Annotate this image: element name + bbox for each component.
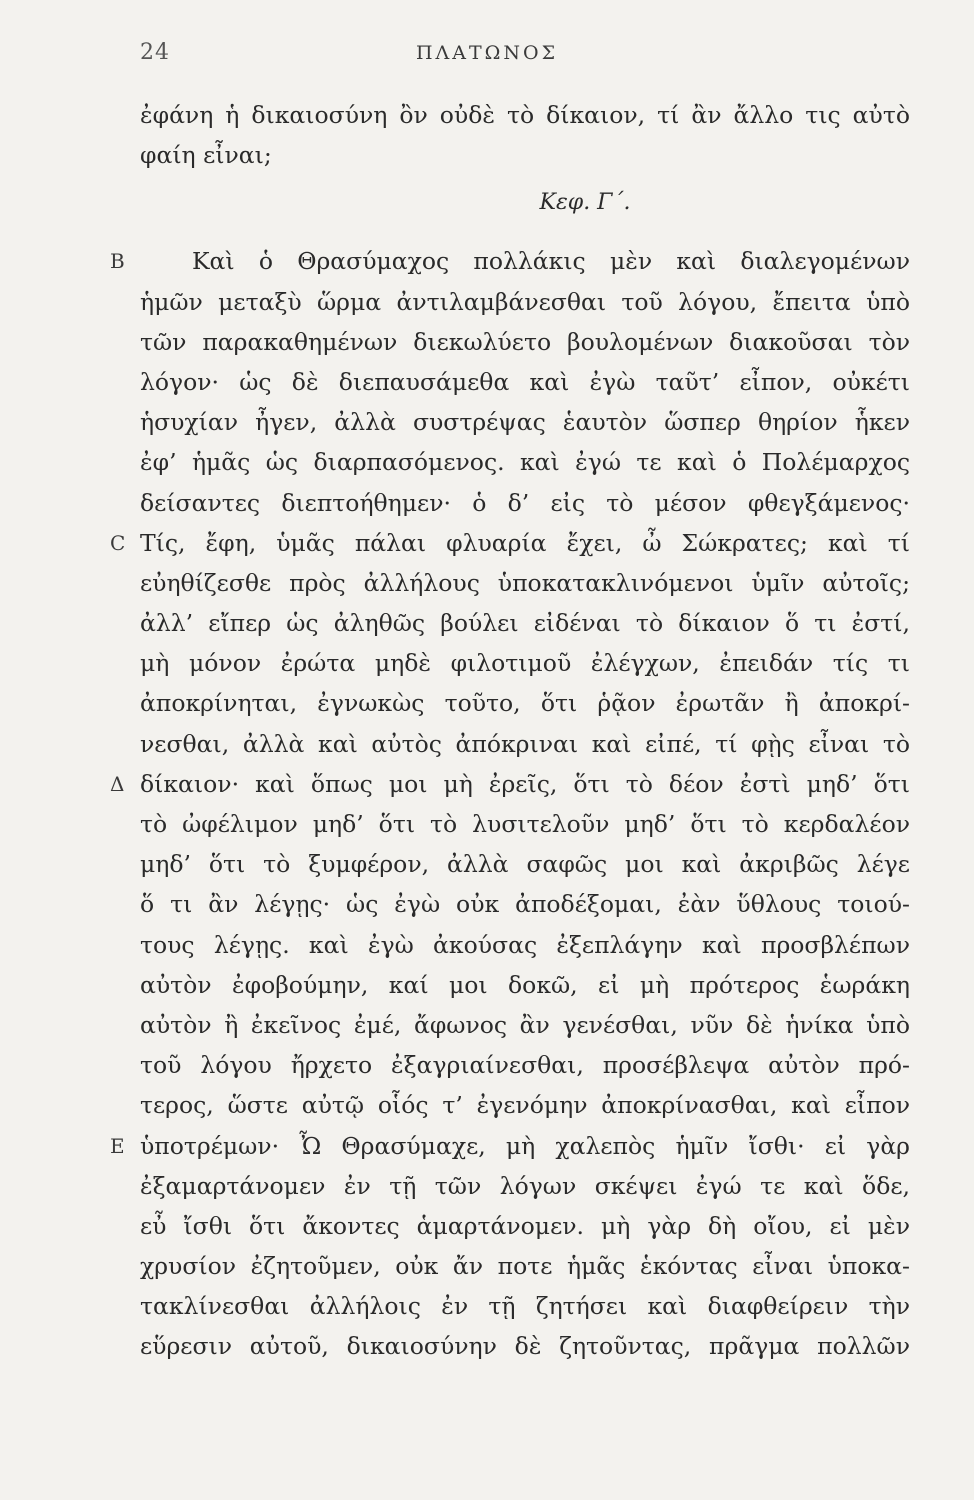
text-line: τοῦ λόγου ἤρχετο ἐξαγριαίνεσθαι, προσέβλεψα αὐτὸν πρό- — [140, 1051, 910, 1080]
text-line: τερος, ὥστε αὐτῷ οἷός τ’ ἐγενόμην ἀποκρίνασθαι, καὶ εἶπον — [140, 1091, 910, 1120]
text-line: φαίη εἶναι; — [140, 141, 272, 170]
text-line — [110, 764, 910, 804]
text-line: ἡσυχίαν ἦγεν, ἀλλὰ συστρέψας ἑαυτὸν ὥσπερ θηρίον ἧκεν — [140, 408, 910, 437]
text-line: νεσθαι, ἀλλὰ καὶ αὐτὸς ἀπόκριναι καὶ εἰπέ, τί φῂς εἶναι τὸ — [140, 729, 910, 758]
text-line: αὐτὸν ἢ ἐκεῖνος ἐμέ, ἄφωνος ἂν γενέσθαι, νῦν δὲ ἡνίκα ὑπὸ — [140, 1010, 910, 1039]
text-line: ἀλλ’ εἴπερ ὡς ἀληθῶς βούλει εἰδέναι τὸ δίκαιον ὅ τι ἐστί, — [140, 609, 910, 638]
text-line: εὕρεσιν αὐτοῦ, δικαιοσύνην δὲ ζητοῦντας, πρᾶγμα πολλῶν — [140, 1332, 910, 1361]
text-line: λόγον· ὡς δὲ διεπαυσάμεθα καὶ ἐγὼ ταῦτ’ εἶπον, οὐκέτι — [140, 367, 910, 396]
margin-section-letter: C — [110, 530, 126, 555]
text-line: ἀποκρίνηται, ἐγνωκὼς τοῦτο, ὅτι ῥᾷον ἐρωτᾶν ἢ ἀποκρί- — [140, 689, 910, 718]
margin-section-letter: B — [110, 249, 125, 274]
spacer — [140, 231, 910, 241]
text-line: τῶν παρακαθημένων διεκωλύετο βουλομένων διακοῦσαι τὸν — [140, 327, 910, 356]
text-line: τὸ ὠφέλιμον μηδ’ ὅτι τὸ λυσιτελοῦν μηδ’ ὅτι τὸ κερδαλέον — [140, 810, 910, 838]
chapter-heading: Κεφ. Γ΄. — [539, 190, 631, 216]
margin-section-letter: E — [110, 1133, 125, 1158]
margin-section-letter: Δ — [110, 771, 125, 796]
text-line: ἐφάνη ἡ δικαιοσύνη ὂν οὐδὲ τὸ δίκαιον, τί ἂν ἄλλο τις αὐτὸ — [140, 101, 910, 129]
text-line-content: Τίς, ἔφη, ὑμᾶς πάλαι φλυαρία ἔχει, ὦ Σώκρατες; καὶ τί — [140, 528, 910, 557]
text-line: χρυσίον ἐζητοῦμεν, οὐκ ἄν ποτε ἡμᾶς ἑκόντας εἶναι ὑποκα- — [140, 1252, 910, 1281]
text-line: τακλίνεσθαι ἀλλήλοις ἐν τῇ ζητήσει καὶ διαφθείρειν τὴν — [140, 1292, 910, 1321]
page-header — [0, 38, 974, 78]
text-line: ἡμῶν μεταξὺ ὥρμα ἀντιλαμβάνεσθαι τοῦ λόγου, ἔπειτα ὑπὸ — [140, 287, 910, 316]
text-line — [110, 523, 910, 563]
text-line: μηδ’ ὅτι τὸ ξυμφέρον, ἀλλὰ σαφῶς μοι καὶ ἀκριβῶς λέγε — [140, 850, 910, 879]
text-line: ἐφ’ ἡμᾶς ὡς διαρπασόμενος. καὶ ἐγώ τε καὶ ὁ Πολέμαρχος — [140, 448, 910, 477]
text-line: μὴ μόνον ἐρώτα μηδὲ φιλοτιμοῦ ἐλέγχων, ἐπειδάν τίς τι — [140, 649, 910, 678]
text-body — [110, 95, 910, 1367]
text-line-content: δίκαιον· καὶ ὅπως μοι μὴ ἐρεῖς, ὅτι τὸ δέον ἐστὶ μηδ’ ὅτι — [140, 769, 910, 798]
text-line: αὐτὸν ἐφοβούμην, καί μοι δοκῶ, εἰ μὴ πρότερος ἑωράκη — [140, 970, 910, 999]
text-line: εὖ ἴσθι ὅτι ἄκοντες ἁμαρτάνομεν. μὴ γὰρ δὴ οἴου, εἰ μὲν — [140, 1211, 910, 1240]
text-line: ὅ τι ἂν λέγῃς· ὡς ἐγὼ οὐκ ἀποδέξομαι, ἐὰν ὕθλους τοιού- — [140, 890, 910, 919]
text-line: δείσαντες διεπτοήθημεν· ὁ δ’ εἰς τὸ μέσον φθεγξάμενος· — [140, 488, 910, 517]
text-line: εὐηθίζεσθε πρὸς ἀλλήλους ὑποκατακλινόμενοι ὑμῖν αὐτοῖς; — [140, 568, 910, 597]
text-line-content: ὑποτρέμων· Ὦ Θρασύμαχε, μὴ χαλεπὸς ἡμῖν ἴσθι· εἰ γὰρ — [140, 1131, 910, 1160]
running-title: ΠΛΑΤΩΝΟΣ — [415, 42, 559, 64]
text-line: τους λέγῃς. καὶ ἐγὼ ἀκούσας ἐξεπλάγην καὶ προσβλέπων — [140, 930, 910, 959]
text-line — [110, 241, 910, 281]
text-line: ἐξαμαρτάνομεν ἐν τῇ τῶν λόγων σκέψει ἐγώ τε καὶ ὅδε, — [140, 1171, 910, 1200]
text-line-content: Καὶ ὁ Θρασύμαχος πολλάκις μὲν καὶ διαλεγομένων — [192, 247, 910, 276]
page-number: 24 — [140, 40, 170, 65]
text-line — [110, 1126, 910, 1166]
